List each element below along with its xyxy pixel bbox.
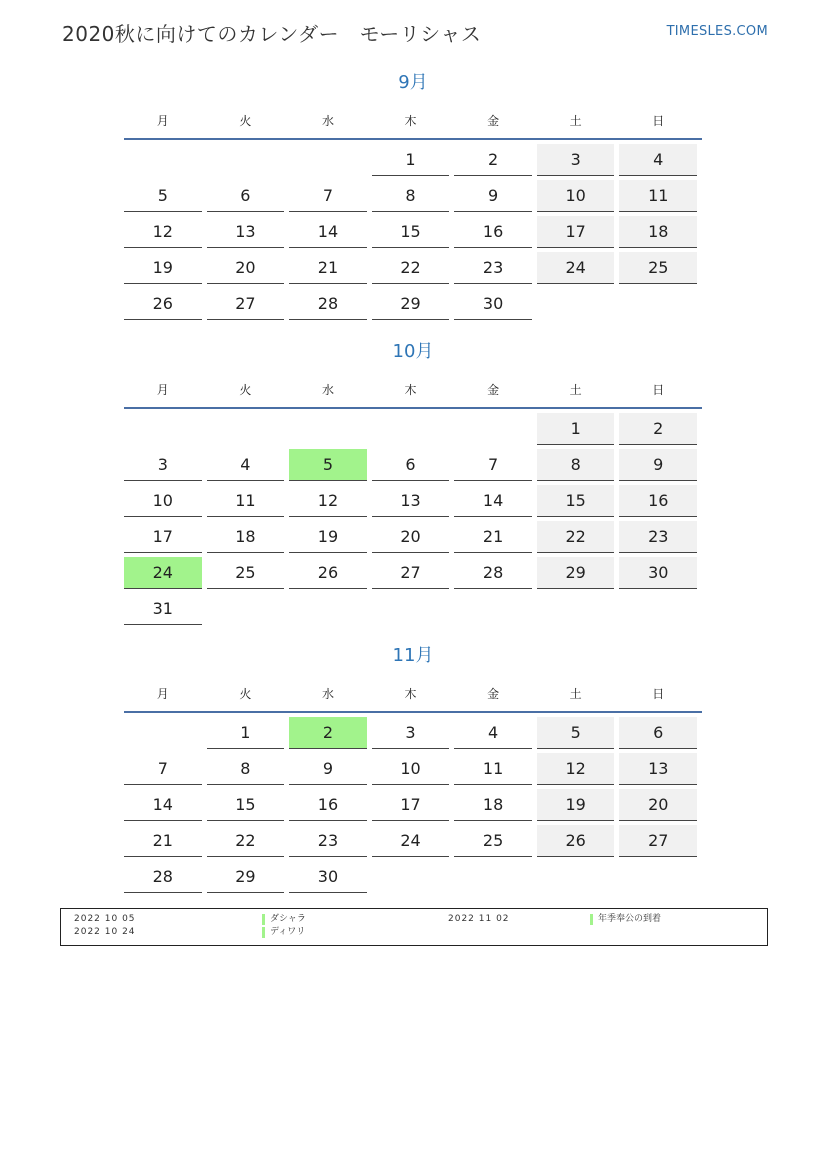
empty-day-cell bbox=[289, 144, 367, 175]
day-cell: 17 bbox=[537, 216, 615, 248]
weekday-label: 金 bbox=[487, 113, 500, 128]
weekday-label: 日 bbox=[652, 113, 665, 128]
day-cell: 28 bbox=[289, 288, 367, 320]
day-cell: 9 bbox=[619, 449, 697, 481]
empty-day-cell bbox=[207, 144, 285, 175]
weekday-label: 金 bbox=[487, 382, 500, 397]
empty-day-cell bbox=[454, 413, 532, 444]
day-cell: 7 bbox=[124, 753, 202, 785]
month-title: 9月 bbox=[398, 72, 428, 93]
day-cell: 18 bbox=[207, 521, 285, 553]
day-cell: 16 bbox=[619, 485, 697, 517]
empty-day-cell bbox=[124, 413, 202, 444]
holiday-day-cell: 2 bbox=[289, 717, 367, 749]
day-cell: 4 bbox=[207, 449, 285, 481]
weekday-label: 木 bbox=[404, 113, 417, 128]
empty-day-cell bbox=[372, 593, 450, 624]
day-cell: 26 bbox=[124, 288, 202, 320]
day-cell: 10 bbox=[372, 753, 450, 785]
day-cell: 9 bbox=[454, 180, 532, 212]
day-cell: 25 bbox=[619, 252, 697, 284]
day-cell: 1 bbox=[372, 144, 450, 176]
day-cell: 26 bbox=[537, 825, 615, 857]
month-block bbox=[124, 70, 702, 324]
day-cell: 13 bbox=[619, 753, 697, 785]
week-row bbox=[124, 413, 702, 449]
empty-day-cell bbox=[619, 288, 697, 319]
weekday-label: 火 bbox=[239, 113, 252, 128]
week-row bbox=[124, 753, 702, 789]
day-cell: 10 bbox=[537, 180, 615, 212]
day-cell: 25 bbox=[207, 557, 285, 589]
day-cell: 8 bbox=[537, 449, 615, 481]
empty-day-cell bbox=[619, 861, 697, 892]
day-cell: 30 bbox=[454, 288, 532, 320]
page-title: 2020秋に向けてのカレンダー モーリシャス bbox=[62, 22, 482, 46]
day-cell: 6 bbox=[207, 180, 285, 212]
day-cell: 19 bbox=[124, 252, 202, 284]
legend-date: 2022 11 02 bbox=[448, 914, 510, 924]
day-cell: 6 bbox=[619, 717, 697, 749]
day-cell: 18 bbox=[619, 216, 697, 248]
day-cell: 5 bbox=[124, 180, 202, 212]
month-block bbox=[124, 643, 702, 897]
day-cell: 11 bbox=[619, 180, 697, 212]
day-cell: 17 bbox=[372, 789, 450, 821]
empty-day-cell bbox=[372, 413, 450, 444]
day-cell: 11 bbox=[454, 753, 532, 785]
day-cell: 7 bbox=[289, 180, 367, 212]
weekday-header bbox=[124, 102, 702, 140]
day-cell: 16 bbox=[289, 789, 367, 821]
empty-day-cell bbox=[289, 593, 367, 624]
day-cell: 26 bbox=[289, 557, 367, 589]
weekday-label: 月 bbox=[156, 686, 169, 701]
weekday-label: 水 bbox=[321, 382, 334, 397]
week-row bbox=[124, 144, 702, 180]
day-cell: 12 bbox=[289, 485, 367, 517]
month-title: 10月 bbox=[392, 341, 434, 362]
day-cell: 21 bbox=[454, 521, 532, 553]
day-cell: 12 bbox=[124, 216, 202, 248]
day-cell: 10 bbox=[124, 485, 202, 517]
week-row bbox=[124, 485, 702, 521]
week-row bbox=[124, 557, 702, 593]
weekday-label: 月 bbox=[156, 113, 169, 128]
day-cell: 5 bbox=[537, 717, 615, 749]
week-row bbox=[124, 717, 702, 753]
day-cell: 3 bbox=[372, 717, 450, 749]
holiday-legend bbox=[60, 908, 768, 946]
weekday-header bbox=[124, 675, 702, 713]
weekday-label: 火 bbox=[239, 686, 252, 701]
weekday-label: 日 bbox=[652, 686, 665, 701]
weekday-label: 火 bbox=[239, 382, 252, 397]
week-row bbox=[124, 180, 702, 216]
week-row bbox=[124, 288, 702, 324]
weekday-label: 水 bbox=[321, 686, 334, 701]
weekday-label: 木 bbox=[404, 382, 417, 397]
empty-day-cell bbox=[207, 413, 285, 444]
day-cell: 21 bbox=[289, 252, 367, 284]
weekday-header bbox=[124, 371, 702, 409]
legend-holiday-name: ダシャラ bbox=[262, 914, 306, 925]
day-cell: 2 bbox=[619, 413, 697, 445]
legend-date: 2022 10 24 bbox=[74, 927, 136, 937]
day-cell: 25 bbox=[454, 825, 532, 857]
day-cell: 3 bbox=[124, 449, 202, 481]
day-cell: 15 bbox=[372, 216, 450, 248]
day-cell: 1 bbox=[207, 717, 285, 749]
day-cell: 28 bbox=[124, 861, 202, 893]
day-cell: 20 bbox=[619, 789, 697, 821]
day-cell: 31 bbox=[124, 593, 202, 625]
day-cell: 2 bbox=[454, 144, 532, 176]
day-cell: 13 bbox=[372, 485, 450, 517]
day-cell: 29 bbox=[372, 288, 450, 320]
weekday-label: 水 bbox=[321, 113, 334, 128]
holiday-day-cell: 5 bbox=[289, 449, 367, 481]
week-row bbox=[124, 825, 702, 861]
empty-day-cell bbox=[124, 717, 202, 748]
day-cell: 15 bbox=[537, 485, 615, 517]
day-cell: 19 bbox=[289, 521, 367, 553]
day-cell: 11 bbox=[207, 485, 285, 517]
empty-day-cell bbox=[207, 593, 285, 624]
week-row bbox=[124, 593, 702, 629]
week-row bbox=[124, 449, 702, 485]
day-cell: 30 bbox=[619, 557, 697, 589]
week-row bbox=[124, 521, 702, 557]
day-cell: 9 bbox=[289, 753, 367, 785]
day-cell: 13 bbox=[207, 216, 285, 248]
day-cell: 4 bbox=[454, 717, 532, 749]
empty-day-cell bbox=[537, 288, 615, 319]
empty-day-cell bbox=[537, 593, 615, 624]
week-row bbox=[124, 789, 702, 825]
day-cell: 14 bbox=[289, 216, 367, 248]
day-cell: 27 bbox=[207, 288, 285, 320]
weekday-label: 土 bbox=[569, 686, 582, 701]
day-cell: 17 bbox=[124, 521, 202, 553]
day-cell: 24 bbox=[537, 252, 615, 284]
day-cell: 14 bbox=[454, 485, 532, 517]
day-cell: 15 bbox=[207, 789, 285, 821]
day-cell: 20 bbox=[372, 521, 450, 553]
day-cell: 23 bbox=[454, 252, 532, 284]
day-cell: 12 bbox=[537, 753, 615, 785]
week-row bbox=[124, 861, 702, 897]
day-cell: 21 bbox=[124, 825, 202, 857]
day-cell: 20 bbox=[207, 252, 285, 284]
day-cell: 18 bbox=[454, 789, 532, 821]
day-cell: 27 bbox=[372, 557, 450, 589]
empty-day-cell bbox=[372, 861, 450, 892]
weekday-label: 土 bbox=[569, 382, 582, 397]
site-link[interactable]: TIMESLES.COM bbox=[666, 24, 768, 39]
weekday-label: 日 bbox=[652, 382, 665, 397]
holiday-day-cell: 24 bbox=[124, 557, 202, 589]
day-cell: 28 bbox=[454, 557, 532, 589]
week-row bbox=[124, 216, 702, 252]
month-title: 11月 bbox=[392, 645, 434, 666]
day-cell: 16 bbox=[454, 216, 532, 248]
weekday-label: 金 bbox=[487, 686, 500, 701]
empty-day-cell bbox=[454, 593, 532, 624]
weekday-label: 木 bbox=[404, 686, 417, 701]
day-cell: 8 bbox=[372, 180, 450, 212]
day-cell: 30 bbox=[289, 861, 367, 893]
day-cell: 22 bbox=[207, 825, 285, 857]
month-block bbox=[124, 339, 702, 629]
day-cell: 6 bbox=[372, 449, 450, 481]
legend-holiday-name: ディワリ bbox=[262, 927, 305, 938]
empty-day-cell bbox=[289, 413, 367, 444]
legend-date: 2022 10 05 bbox=[74, 914, 136, 924]
weekday-label: 月 bbox=[156, 382, 169, 397]
day-cell: 14 bbox=[124, 789, 202, 821]
day-cell: 24 bbox=[372, 825, 450, 857]
day-cell: 1 bbox=[537, 413, 615, 445]
day-cell: 23 bbox=[619, 521, 697, 553]
day-cell: 29 bbox=[537, 557, 615, 589]
day-cell: 22 bbox=[372, 252, 450, 284]
week-row bbox=[124, 252, 702, 288]
empty-day-cell bbox=[619, 593, 697, 624]
day-cell: 7 bbox=[454, 449, 532, 481]
empty-day-cell bbox=[124, 144, 202, 175]
empty-day-cell bbox=[537, 861, 615, 892]
day-cell: 8 bbox=[207, 753, 285, 785]
legend-holiday-name: 年季奉公の到着 bbox=[590, 914, 661, 925]
day-cell: 3 bbox=[537, 144, 615, 176]
empty-day-cell bbox=[454, 861, 532, 892]
day-cell: 4 bbox=[619, 144, 697, 176]
day-cell: 19 bbox=[537, 789, 615, 821]
day-cell: 29 bbox=[207, 861, 285, 893]
weekday-label: 土 bbox=[569, 113, 582, 128]
day-cell: 22 bbox=[537, 521, 615, 553]
day-cell: 27 bbox=[619, 825, 697, 857]
day-cell: 23 bbox=[289, 825, 367, 857]
